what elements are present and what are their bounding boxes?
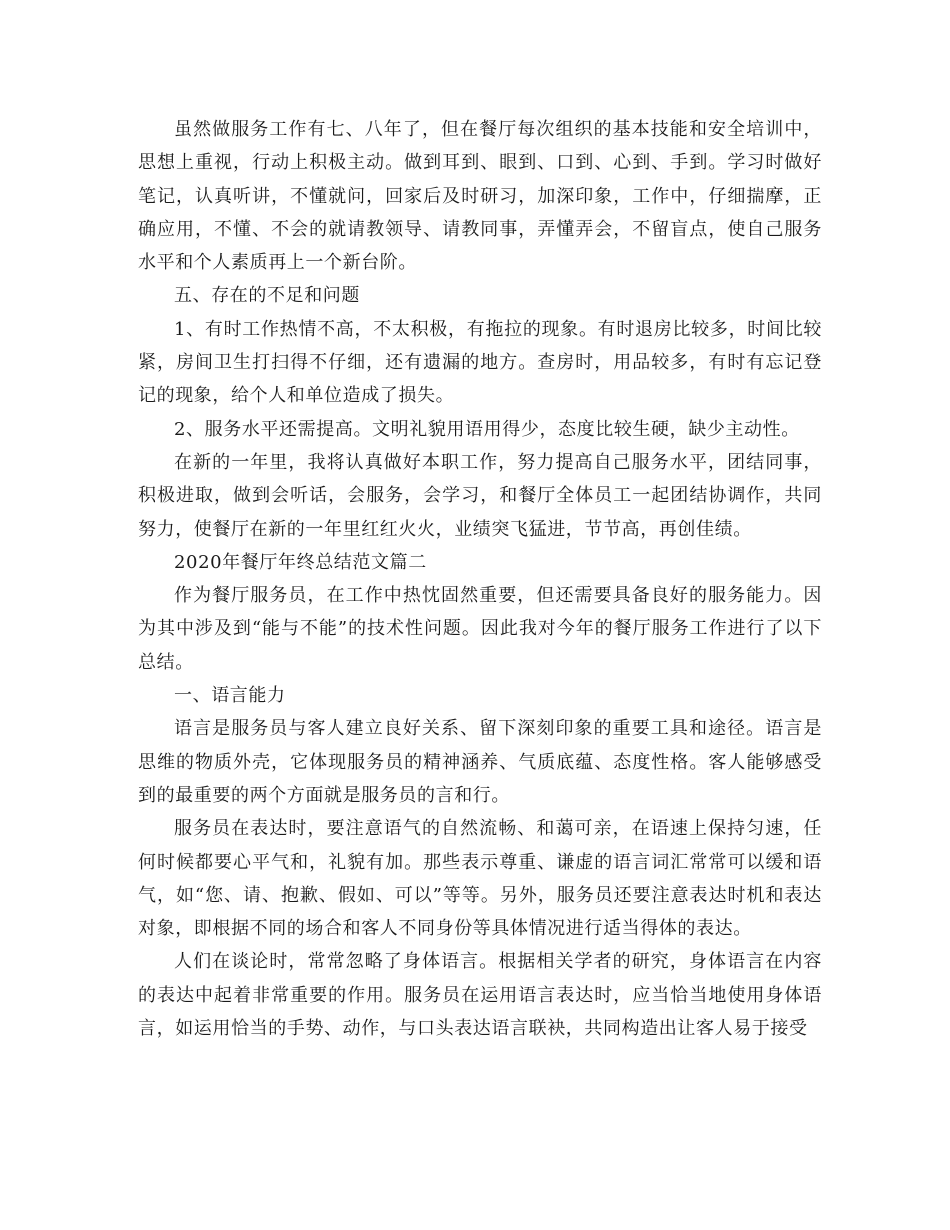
paragraph-new-year-plan: 在新的一年里，我将认真做好本职工作，努力提高自己服务水平，团结同事，积极进取，做到会听话，会服务，会学习，和餐厅全体员工一起团结协调作，共同努力，使餐厅在新的一年里红红火火，业绩突飞猛进，节节高，再创佳绩。 <box>138 451 822 540</box>
paragraph-expression-tone: 服务员在表达时，要注意语气的自然流畅、和蔼可亲，在语速上保持匀速，任何时候都要心平气和，礼貌有加。那些表示尊重、谦虚的语言词汇常常可以缓和语气，如“您、请、抱歉、假如、可以”等等。另外，服务员还要注意表达时机和表达对象，即根据不同的场合和客人不同身份等具体情况进行适当得体的表达。 <box>138 818 822 940</box>
document-body <box>138 113 822 1045</box>
paragraph-issue-2: 2、服务水平还需提高。文明礼貌用语用得少，态度比较生硬，缺少主动性。 <box>174 418 800 440</box>
paragraph-intro-two: 作为餐厅服务员，在工作中热忱固然重要，但还需要具备良好的服务能力。因为其中涉及到“能与不能”的技术性问题。因此我对今年的餐厅服务工作进行了以下总结。 <box>138 585 822 673</box>
heading-language-ability: 一、语言能力 <box>174 685 286 707</box>
paragraph-body-language: 人们在谈论时，常常忽略了身体语言。根据相关学者的研究，身体语言在内容的表达中起着非常重要的作用。服务员在运用语言表达时，应当恰当地使用身体语言，如运用恰当的手势、动作，与口头表达语言联袂，共同构造出让客人易于接受 <box>138 951 822 1040</box>
paragraph-training: 虽然做服务工作有七、八年了，但在餐厅每次组织的基本技能和安全培训中，思想上重视，行动上积极主动。做到耳到、眼到、口到、心到、手到。学习时做好笔记，认真听讲，不懂就问，回家后及时研习，加深印象，工作中，仔细揣摩，正确应用，不懂、不会的就请教领导、请教同事，弄懂弄会，不留盲点，使自己服务水平和个人素质再上一个新台阶。 <box>138 119 822 274</box>
paragraph-issue-1: 1、有时工作热情不高，不太积极，有拖拉的现象。有时退房比较多，时间比较紧，房间卫生打扫得不仔细，还有遗漏的地方。查房时，用品较多，有时有忘记登记的现象，给个人和单位造成了损失。 <box>138 318 822 407</box>
heading-shortcomings: 五、存在的不足和问题 <box>174 285 360 307</box>
paragraph-language-importance: 语言是服务员与客人建立良好关系、留下深刻印象的重要工具和途径。语言是思维的物质外壳，它体现服务员的精神涵养、气质底蕴、态度性格。客人能够感受到的最重要的两个方面就是服务员的言和行。 <box>138 718 822 806</box>
heading-article-two: 2020年餐厅年终总结范文篇二 <box>174 551 427 573</box>
